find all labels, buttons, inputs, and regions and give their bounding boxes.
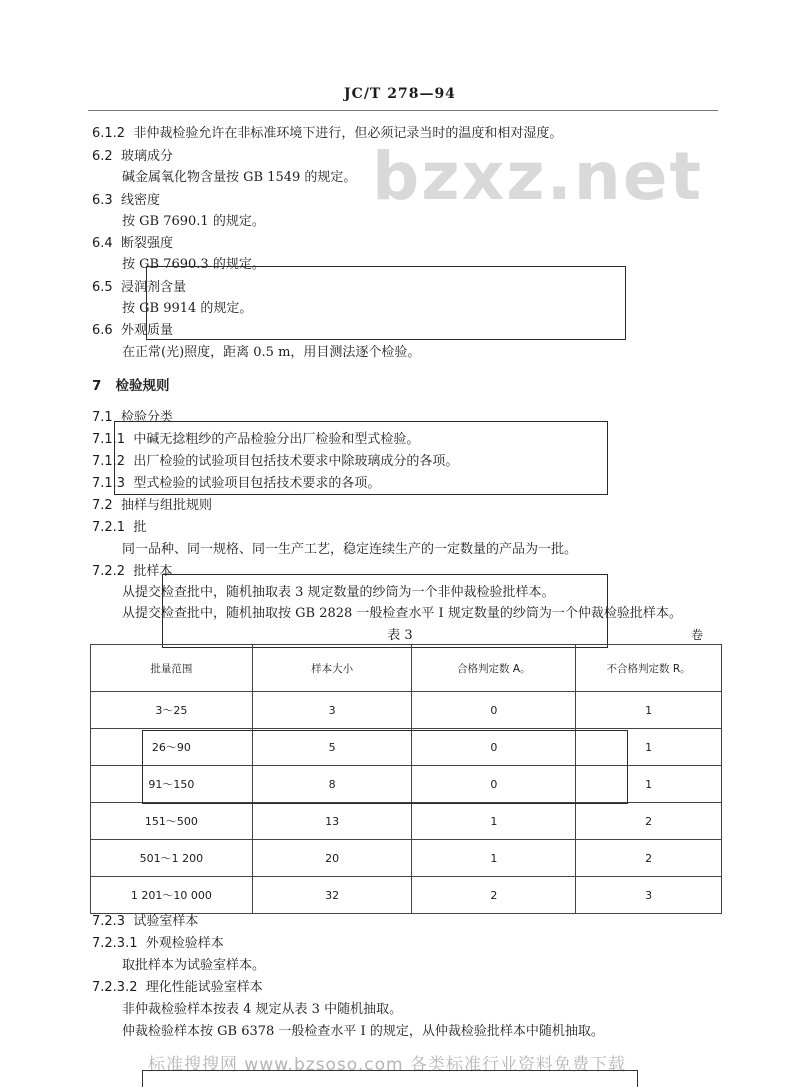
highlight-box	[146, 266, 626, 340]
cell-sample-size: 8	[252, 766, 412, 803]
page-header: JC/T 278—94	[344, 86, 456, 102]
cell-reject: 3	[576, 877, 722, 914]
clause-7-2-3-2: 7.2.3.2 理化性能试验室样本	[92, 980, 263, 995]
col-header-lot-range: 批量范围	[91, 645, 253, 692]
clause-6-6: 6.6 外观质量	[92, 323, 173, 338]
cell-lot-range: 151～500	[91, 803, 253, 840]
clause-6-4: 6.4 断裂强度	[92, 236, 173, 251]
table-caption: 表 3	[387, 628, 413, 643]
table-row	[91, 877, 722, 914]
cell-sample-size: 13	[252, 803, 412, 840]
footer-box	[142, 1070, 638, 1087]
clause-7-1-2: 7.1.2 出厂检验的试验项目包括技术要求中除玻璃成分的各项。	[92, 454, 459, 469]
cell-reject: 1	[576, 766, 722, 803]
clause-text: 非仲裁检验样本按表 4 规定从表 3 中随机抽取。	[122, 1002, 403, 1017]
clause-7-1-1: 7.1.1 中碱无捻粗纱的产品检验分出厂检验和型式检验。	[92, 432, 420, 447]
cell-lot-range: 91～150	[91, 766, 253, 803]
clause-7-2-3-1: 7.2.3.1 外观检验样本	[92, 936, 224, 951]
cell-sample-size: 20	[252, 840, 412, 877]
table-row	[91, 692, 722, 729]
clause-text: 碱金属氧化物含量按 GB 1549 的规定。	[122, 170, 357, 185]
cell-reject: 2	[576, 840, 722, 877]
clause-7-1: 7.1 检验分类	[92, 410, 173, 425]
cell-accept: 1	[412, 840, 576, 877]
table-row	[91, 803, 722, 840]
clause-text: 同一品种、同一规格、同一生产工艺，稳定连续生产的一定数量的产品为一批。	[122, 542, 578, 557]
clause-text: 从提交检查批中，随机抽取表 3 规定数量的纱筒为一个非仲裁检验批样本。	[122, 585, 555, 600]
clause-7-2-3: 7.2.3 试验室样本	[92, 914, 199, 929]
clause-text: 在正常(光)照度，距离 0.5 m，用目测法逐个检验。	[122, 345, 421, 360]
cell-lot-range: 1 201～10 000	[91, 877, 253, 914]
section-7-title: 7 检验规则	[92, 378, 170, 394]
cell-sample-size: 32	[252, 877, 412, 914]
cell-lot-range: 501～1 200	[91, 840, 253, 877]
clause-7-2-2: 7.2.2 批样本	[92, 564, 173, 579]
cell-reject: 2	[576, 803, 722, 840]
highlight-box	[142, 730, 628, 804]
table-header-row	[91, 645, 722, 692]
clause-6-5: 6.5 浸润剂含量	[92, 280, 186, 295]
highlight-box	[114, 421, 608, 495]
cell-lot-range: 3～25	[91, 692, 253, 729]
table-unit: 卷	[691, 628, 704, 642]
cell-sample-size: 3	[252, 692, 412, 729]
clause-text: 按 GB 9914 的规定。	[122, 301, 253, 316]
cell-accept: 0	[412, 766, 576, 803]
cell-sample-size: 5	[252, 729, 412, 766]
clause-7-2: 7.2 抽样与组批规则	[92, 498, 212, 513]
clause-text: 从提交检查批中，随机抽取按 GB 2828 一般检查水平 Ⅰ 规定数量的纱筒为一个仲裁检验批样本。	[122, 606, 682, 621]
cell-accept: 1	[412, 803, 576, 840]
cell-accept: 0	[412, 692, 576, 729]
clause-text: 按 GB 7690.1 的规定。	[122, 214, 265, 229]
col-header-sample-size: 样本大小	[252, 645, 412, 692]
col-header-reject-number: 不合格判定数 R。	[576, 645, 722, 692]
cell-accept: 0	[412, 729, 576, 766]
clause-6-3: 6.3 线密度	[92, 193, 160, 208]
clause-text: 取批样本为试验室样本。	[122, 958, 266, 973]
header-rule	[88, 110, 718, 111]
table-row	[91, 840, 722, 877]
cell-lot-range: 26～90	[91, 729, 253, 766]
clause-6-1-2: 6.1.2 非仲裁检验允许在非标准环境下进行，但必须记录当时的温度和相对湿度。	[92, 126, 563, 141]
clause-text: 仲裁检验样本按 GB 6378 一般检查水平 Ⅰ 的规定，从仲裁检验批样本中随机抽取。	[122, 1024, 604, 1039]
clause-6-2: 6.2 玻璃成分	[92, 149, 173, 164]
cell-reject: 1	[576, 692, 722, 729]
clause-7-1-3: 7.1.3 型式检验的试验项目包括技术要求的各项。	[92, 476, 381, 491]
clause-7-2-1: 7.2.1 批	[92, 520, 147, 535]
watermark: bzxz.net	[372, 138, 704, 215]
clause-text: 按 GB 7690.3 的规定。	[122, 257, 265, 272]
cell-accept: 2	[412, 877, 576, 914]
col-header-accept-number: 合格判定数 A。	[412, 645, 576, 692]
footer-watermark: 标准搜搜网 www.bzsoso.com 各类标准行业资料免费下载	[148, 1055, 627, 1075]
cell-reject: 1	[576, 729, 722, 766]
